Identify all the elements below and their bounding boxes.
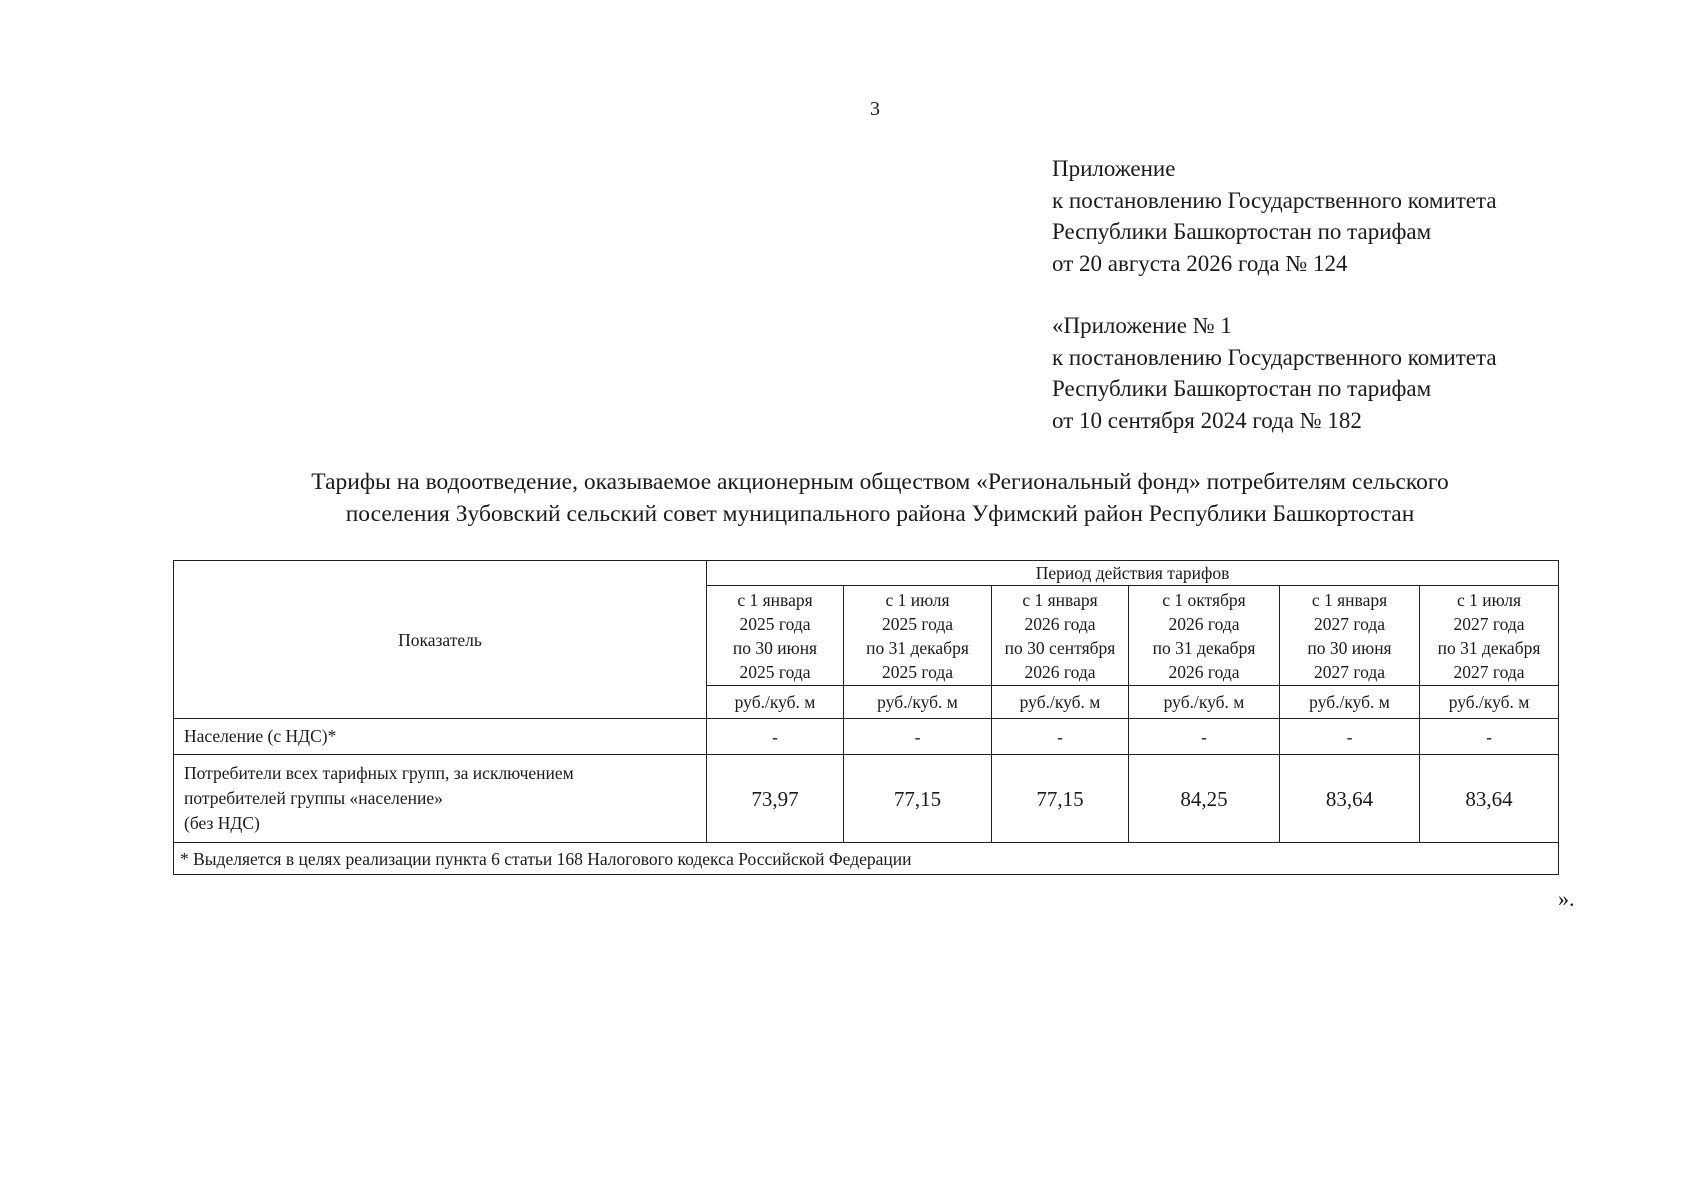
unit-cell: руб./куб. м — [844, 686, 992, 719]
appendix-line: «Приложение № 1 — [1052, 313, 1232, 338]
appendix-1-header — [1052, 310, 1497, 436]
appendix-line: к постановлению Государственного комитета — [1052, 187, 1497, 213]
appendix-line: от 20 августа 2026 года № 124 — [1052, 250, 1348, 276]
value-cell: - — [844, 719, 992, 755]
appendix-line: Республики Башкортостан по тарифам — [1052, 376, 1432, 401]
value-cell: - — [707, 719, 844, 755]
footnote: * Выделяется в целях реализации пункта 6 статьи 168 Налогового кодекса Российской Федерации — [174, 843, 1559, 875]
appendix-header — [1052, 153, 1497, 279]
appendix-line: Приложение — [1052, 156, 1176, 181]
unit-cell: руб./куб. м — [992, 686, 1129, 719]
row-label: Население (с НДС)* — [174, 719, 707, 755]
closing-quote: ». — [1558, 886, 1575, 911]
page-number: 3 — [870, 98, 880, 120]
title-line: поселения Зубовский сельский совет муниципального района Уфимский район Республики Башкортостан — [345, 501, 1415, 527]
value-cell: 83,64 — [1280, 755, 1420, 843]
value-cell: - — [992, 719, 1129, 755]
period-cell: с 1 января 2027 года по 30 июня 2027 года — [1280, 586, 1420, 686]
value-cell: 73,97 — [707, 755, 844, 843]
value-cell: - — [1280, 719, 1420, 755]
period-header: Период действия тарифов — [707, 561, 1559, 586]
value-cell: 77,15 — [992, 755, 1129, 843]
title-line: Тарифы на водоотведение, оказываемое акционерным обществом «Региональный фонд» потребителям сельского — [311, 469, 1449, 495]
table-row — [174, 755, 1559, 843]
appendix-line: к постановлению Государственного комитета — [1052, 344, 1497, 370]
appendix-line: Республики Башкортостан по тарифам — [1052, 219, 1432, 244]
table-row — [174, 719, 1559, 755]
period-cell: с 1 января 2026 года по 30 сентября 2026 года — [992, 586, 1129, 686]
period-cell: с 1 октября 2026 года по 31 декабря 2026 года — [1129, 586, 1280, 686]
unit-cell: руб./куб. м — [707, 686, 844, 719]
tariff-table — [173, 560, 1559, 875]
unit-cell: руб./куб. м — [1129, 686, 1280, 719]
period-cell: с 1 июля 2027 года по 31 декабря 2027 года — [1420, 586, 1559, 686]
appendix-line: от 10 сентября 2024 года № 182 — [1052, 407, 1362, 433]
period-cell: с 1 января 2025 года по 30 июня 2025 года — [707, 586, 844, 686]
value-cell: 77,15 — [844, 755, 992, 843]
period-cell: с 1 июля 2025 года по 31 декабря 2025 года — [844, 586, 992, 686]
document-title — [160, 466, 1600, 530]
value-cell: 84,25 — [1129, 755, 1280, 843]
value-cell: - — [1420, 719, 1559, 755]
row-label: Потребители всех тарифных групп, за исключением потребителей группы «население» (без НДС) — [174, 755, 707, 843]
unit-cell: руб./куб. м — [1420, 686, 1559, 719]
value-cell: - — [1129, 719, 1280, 755]
value-cell: 83,64 — [1420, 755, 1559, 843]
unit-cell: руб./куб. м — [1280, 686, 1420, 719]
indicator-header: Показатель — [174, 561, 707, 719]
